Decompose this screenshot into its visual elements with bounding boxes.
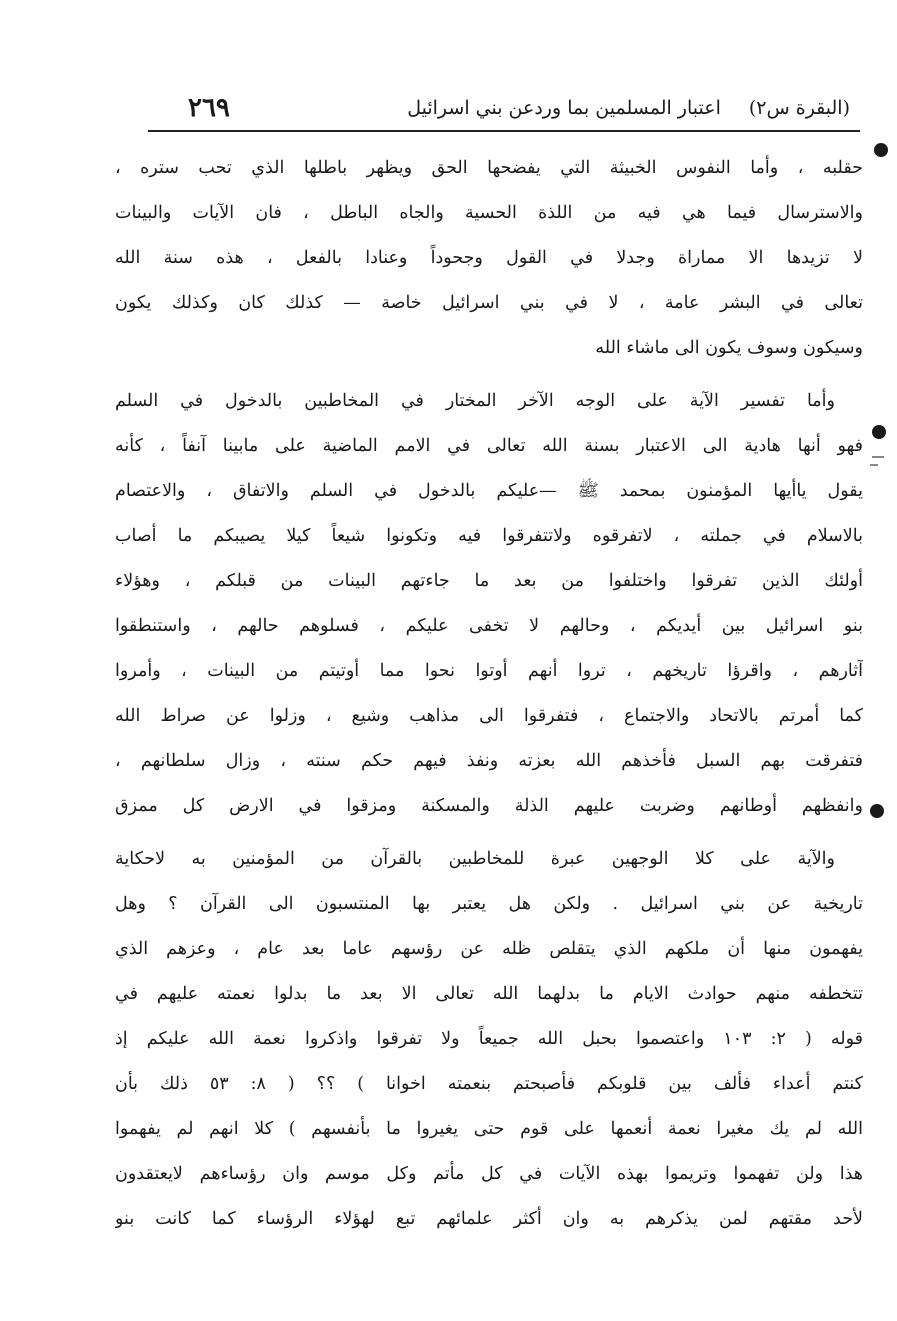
paragraph-1	[115, 146, 863, 371]
text-line: يقول ياأيها المؤمنون بمحمد ﷺ —عليكم بالدخول في السلم والاتفاق ، والاعتصام	[115, 481, 863, 501]
text-line: تاريخية عن بني اسرائيل . ولكن هل يعتبر بها المنتسبون الى القرآن ؟ وهل	[115, 894, 863, 914]
text-line: وانفظهم أوطانهم وضربت عليهم الذلة والمسكنة ومزقوا في الارض كل ممزق	[115, 796, 863, 816]
header-title: اعتبار المسلمين بما وردعن بني اسرائيل	[407, 97, 721, 119]
text-line: الله لم يك مغيرا نعمة أنعمها على قوم حتى يغيروا ما بأنفسهم ) كلا انهم لم يفهموا	[115, 1119, 863, 1139]
text-line: آثارهم ، واقرؤا تاريخهم ، تروا أنهم أوتوا نحوا مما أوتيتم من البينات ، وأمروا	[115, 661, 863, 681]
text-line: لا تزيدها الا مماراة وجدلا في القول وجحوداً وعنادا بالفعل ، هذه سنة الله	[115, 248, 863, 268]
text-line: والاسترسال فيما هي فيه من اللذة الحسية والجاه الباطل ، فان الآيات والبينات	[115, 203, 863, 223]
text-line: أولئك الذين تفرقوا واختلفوا من بعد ما جاءتهم البينات من قبلكم ، وهؤلاء	[115, 571, 863, 591]
paragraph-gap	[115, 829, 863, 837]
scan-speck	[870, 464, 878, 466]
paragraph-gap	[115, 371, 863, 379]
binding-hole-mark	[874, 143, 888, 157]
text-line: هذا ولن تفهموا وتريموا بهذه الآيات في كل مأتم وكل موسم وان رؤساءهم لايعتقدون	[115, 1164, 863, 1184]
text-line: وأما تفسير الآية على الوجه الآخر المختار في المخاطبين بالدخول في السلم	[115, 391, 835, 411]
text-line: وسيكون وسوف يكون الى ماشاء الله	[595, 338, 863, 358]
text-line: تتخطفه منهم حوادث الايام ما بدلهما الله تعالى الا بعد ما بدلوا نعمته عليهم في	[115, 984, 863, 1004]
body-text	[115, 146, 863, 1242]
text-line: تعالى في البشر عامة ، لا في بني اسرائيل خاصة — كذلك كان وكذلك يكون	[115, 293, 863, 313]
scan-speck	[872, 456, 884, 458]
page-number: ٢٦٩	[188, 93, 230, 123]
text-line: كما أمرتم بالاتحاد والاجتماع ، فتفرقوا الى مذاهب وشيع ، وزلوا عن صراط الله	[115, 706, 863, 726]
text-line: كنتم أعداء فألف بين قلوبكم فأصبحتم بنعمته اخوانا ) ؟؟ ( ٨: ٥٣ ذلك بأن	[115, 1074, 863, 1094]
text-line: قوله ( ٢: ١٠٣ واعتصموا بحبل الله جميعاً ولا تفرقوا واذكروا نعمة الله عليكم إذ	[115, 1029, 863, 1049]
text-line: بنو اسرائيل بين أيديكم ، وحالهم لا تخفى عليكم ، فسلوهم حالهم ، واستنطقوا	[115, 616, 863, 636]
text-line: والآية على كلا الوجهين عبرة للمخاطبين بالقرآن من المؤمنين به لاحكاية	[115, 849, 835, 869]
text-line: بالاسلام في جملته ، لاتفرقوه ولاتتفرقوا فيه وتكونوا شيعاً كيلا يصيبكم ما أصاب	[115, 526, 863, 546]
text-line: لأحد مقتهم لمن يذكرهم به وان أكثر علمائهم تبع لهؤلاء الرؤساء كما كانت بنو	[115, 1209, 863, 1229]
paragraph-3	[115, 837, 863, 1242]
paragraph-2	[115, 379, 863, 829]
text-line: فهو أنها هادية الى الاعتبار بسنة الله تعالى في الامم الماضية على مابينا آنفاً ، كأنه	[115, 436, 863, 456]
text-line: يفهمون منها أن ملكهم الذي يتقلص ظله عن رؤسهم عاما بعد عام ، وعزهم الذي	[115, 939, 863, 959]
binding-hole-mark	[872, 425, 886, 439]
text-line: فتفرقت بهم السبل فأخذهم الله بعزته ونفذ فيهم حكم سنته ، وزال سلطانهم ،	[115, 751, 863, 771]
header-chapter-reference: (البقرة س٢)	[748, 97, 850, 119]
running-header	[150, 86, 850, 130]
header-divider	[148, 130, 860, 132]
binding-hole-mark	[870, 804, 884, 818]
text-line: حقلبه ، وأما النفوس الخبيثة التي يفضحها الحق ويظهر باطلها الذي تحب ستره ،	[115, 158, 863, 178]
